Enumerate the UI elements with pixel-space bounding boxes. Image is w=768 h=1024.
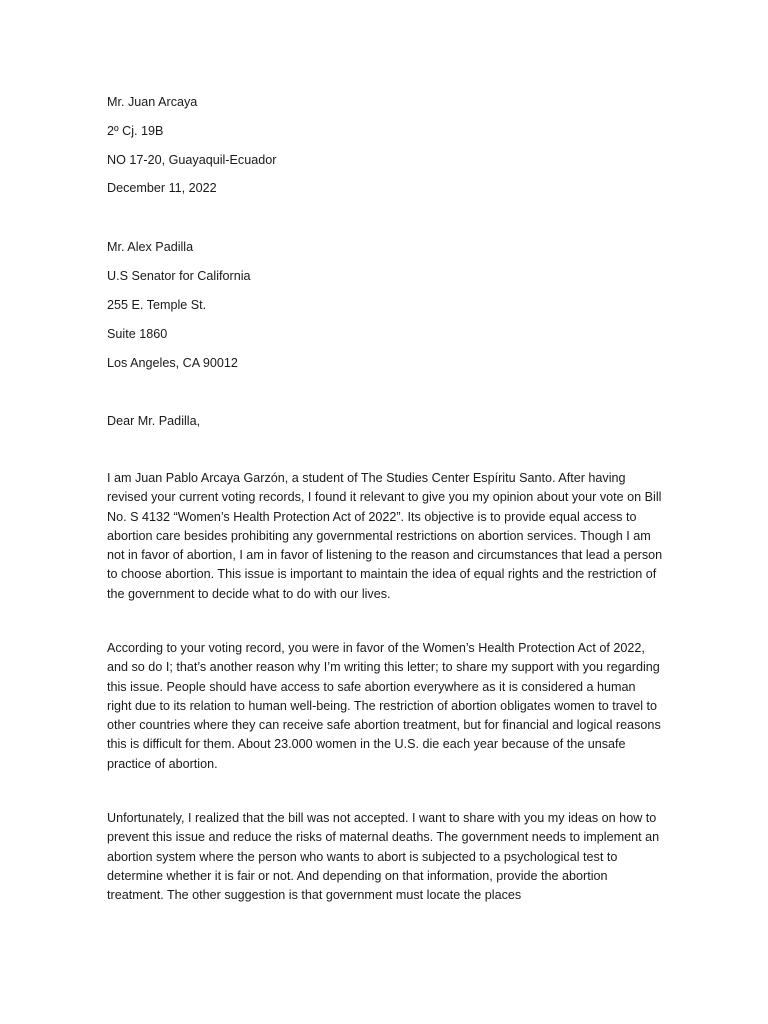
letter-date: December 11, 2022 — [107, 181, 217, 195]
body-paragraph-2: According to your voting record, you were in favor of the Women’s Health Protection Act of 2022, and so do I; that’s another reason why I’m writing this letter; to share my support with you regarding this issue. People should have access to safe abortion everywhere as it is considered a human right due to its relation to human well-being. The restriction of abortion obligates women to travel to other countries where they can receive safe abortion treatment, but for financial and logical reasons this is difficult for them. About 23.000 women in the U.S. die each year because of the unsafe practice of abortion. — [107, 641, 661, 771]
sender-name: Mr. Juan Arcaya — [107, 95, 198, 109]
recipient-street: 255 E. Temple St. — [107, 298, 207, 312]
salutation: Dear Mr. Padilla, — [107, 414, 201, 428]
recipient-city: Los Angeles, CA 90012 — [107, 356, 238, 370]
sender-address-line2: NO 17-20, Guayaquil-Ecuador — [107, 153, 277, 167]
sender-address-line1: 2º Cj. 19B — [107, 124, 164, 138]
recipient-title: U.S Senator for California — [107, 269, 251, 283]
recipient-name: Mr. Alex Padilla — [107, 240, 194, 254]
recipient-suite: Suite 1860 — [107, 327, 168, 341]
body-paragraph-3: Unfortunately, I realized that the bill was not accepted. I want to share with you my ideas on how to prevent this issue and reduce the risks of maternal deaths. The government needs to implement an abortion system where the person who wants to abort is subjected to a psychological test to determine whether it is fair or not. And depending on that information, provide the abortion treatment. The other suggestion is that government must locate the places — [107, 811, 660, 903]
body-paragraph-1: I am Juan Pablo Arcaya Garzón, a student of The Studies Center Espíritu Santo. After having revised your current voting records, I found it relevant to give you my opinion about your vote on Bill No. S 4132 “Women’s Health Protection Act of 2022”. Its objective is to provide equal access to abortion care besides prohibiting any governmental restrictions on abortion services. Though I am not in favor of abortion, I am in favor of listening to the reason and circumstances that lead a person to choose abortion. This issue is important to maintain the idea of equal rights and the restriction of the government to decide what to do with our lives. — [107, 471, 663, 601]
